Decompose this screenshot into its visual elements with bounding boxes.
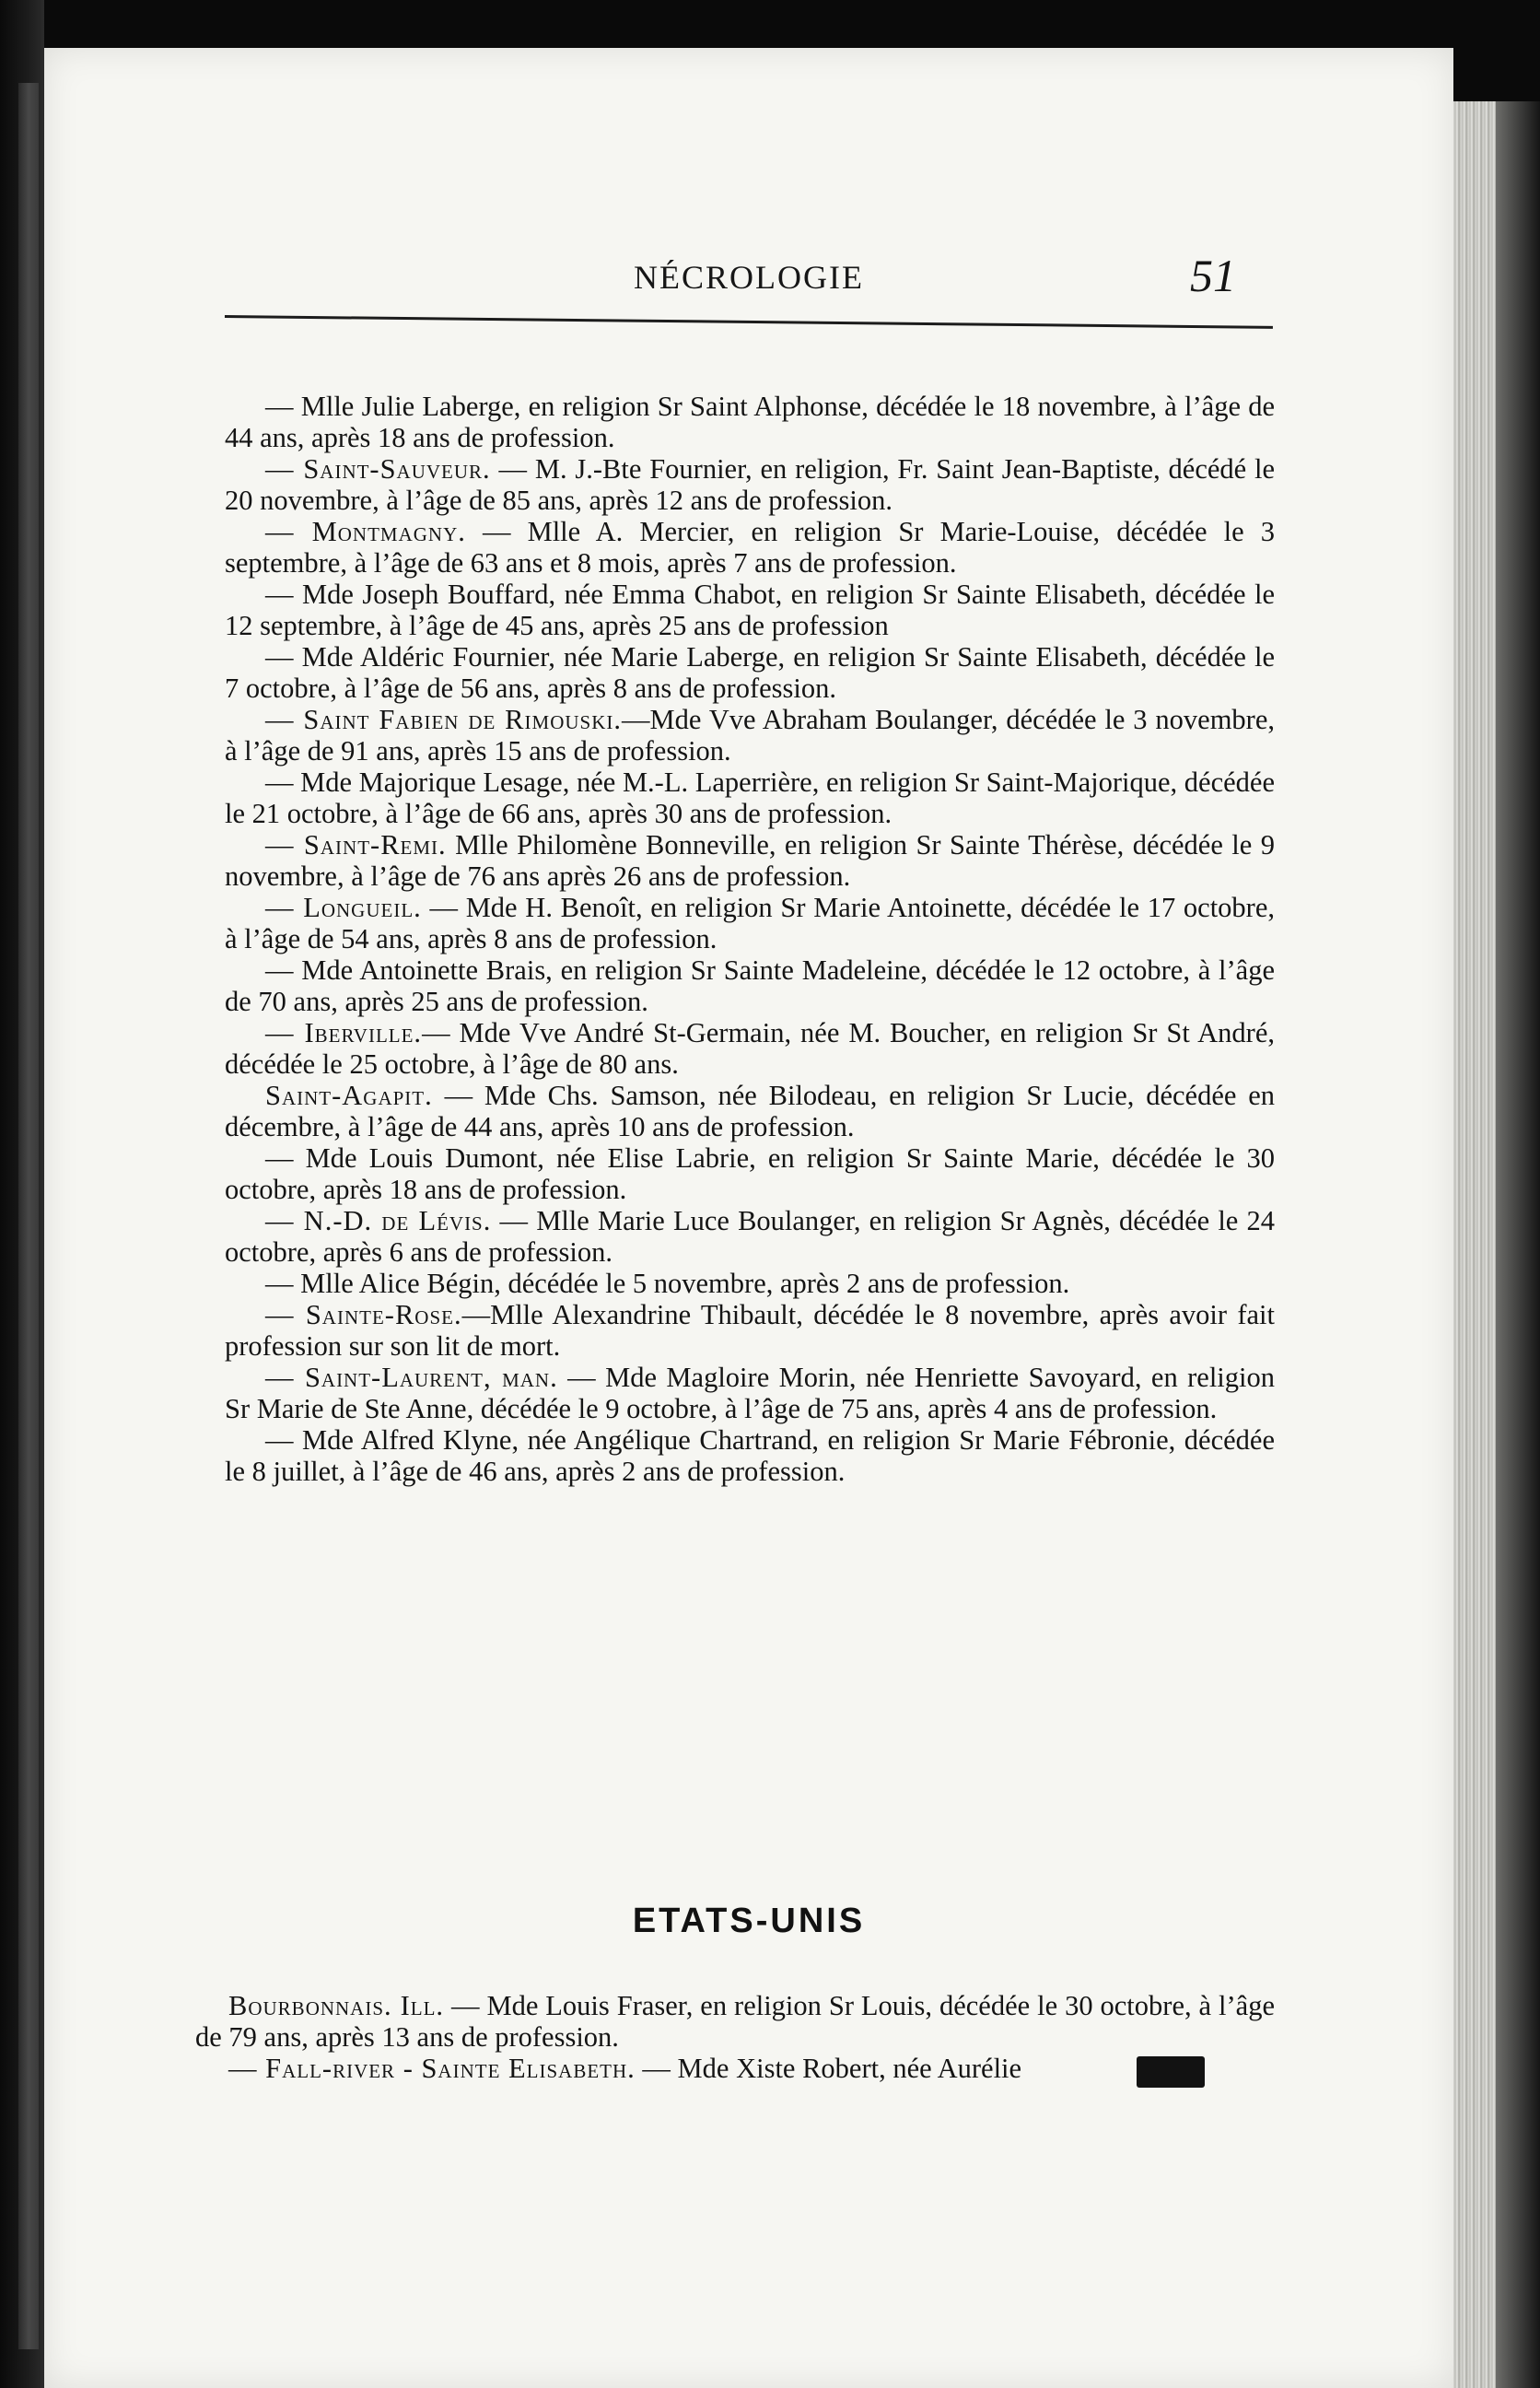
adjacent-page-sliver — [18, 83, 39, 2349]
obituary-list — [225, 391, 1275, 1487]
obituary-entry — [225, 1299, 1275, 1362]
obituary-entry — [225, 391, 1275, 453]
obituary-entry — [225, 453, 1275, 516]
place-name: — Sainte-Rose. — [265, 1299, 462, 1330]
obituary-entry — [225, 516, 1275, 579]
entry-text: — Mde Alfred Klyne, née Angélique Chartrand, en religion Sr Marie Fébronie, décédée le 8 juillet, à l’âge de 46 ans, après 2 ans de profession. — [225, 1424, 1275, 1487]
entry-text: — Mde Vve André St-Germain, née M. Boucher, en religion Sr St André, décédée le 25 octobre, à l’âge de 80 ans. — [225, 1017, 1275, 1080]
obituary-entry — [225, 704, 1275, 767]
header-rule — [225, 315, 1273, 329]
entry-text: Mlle Philomène Bonneville, en religion Sr Sainte Thérèse, décédée le 9 novembre, à l’âge de 76 ans après 26 ans de profession. — [225, 829, 1276, 892]
book-edge-shadow — [1496, 101, 1540, 2388]
place-name: — Saint-Remi. — [265, 829, 447, 860]
obituary-entry — [225, 1017, 1275, 1080]
page-number: 51 — [1190, 250, 1236, 301]
obituary-entry — [225, 1080, 1275, 1142]
section-heading: ETATS-UNIS — [632, 1902, 866, 1940]
obituary-entry — [225, 1424, 1275, 1487]
obituary-entry — [225, 1205, 1275, 1268]
place-name: — Saint Fabien de Rimouski. — [265, 704, 622, 735]
entry-text: —Mde Vve Abraham Boulanger, décédée le 3 novembre, à l’âge de 91 ans, après 15 ans de profession. — [225, 704, 1275, 767]
obituary-entry — [195, 1990, 1275, 2053]
entry-text: — Mde H. Benoît, en religion Sr Marie Antoinette, décédée le 17 octobre, à l’âge de 54 ans, après 8 ans de profession. — [225, 892, 1275, 954]
obituary-entry — [225, 954, 1275, 1017]
obituary-entry — [225, 767, 1275, 829]
running-head: NÉCROLOGIE — [634, 259, 864, 296]
place-name: — Iberville. — [265, 1017, 423, 1048]
place-name: — Saint-Laurent, man. — [265, 1362, 558, 1393]
entry-text: —Mlle Alexandrine Thibault, décédée le 8 novembre, après avoir fait profession sur son lit de mort. — [225, 1299, 1275, 1362]
entry-text: — M. J.-Bte Fournier, en religion, Fr. Saint Jean-Baptiste, décédé le 20 novembre, à l’âge de 85 ans, après 12 ans de profession. — [225, 453, 1276, 516]
place-name: Saint-Agapit. — [265, 1080, 433, 1111]
entry-text: — Mlle A. Mercier, en religion Sr Marie-Louise, décédée le 3 septembre, à l’âge de 63 ans et 8 mois, après 7 ans de profession. — [225, 516, 1275, 579]
place-name: Bourbonnais. Ill. — [228, 1990, 445, 2021]
place-name: — N.-D. de Lévis. — [265, 1205, 492, 1236]
entry-text: — Mde Chs. Samson, née Bilodeau, en religion Sr Lucie, décédée en décembre, à l’âge de 44 ans, après 10 ans de profession. — [225, 1080, 1275, 1142]
entry-text: — Mlle Julie Laberge, en religion Sr Saint Alphonse, décédée le 18 novembre, à l’âge de 44 ans, après 18 ans de profession. — [225, 391, 1275, 453]
entry-text: — Mlle Alice Bégin, décédée le 5 novembre, après 2 ans de profession. — [265, 1268, 1070, 1299]
place-name: — Longueil. — [265, 892, 422, 923]
obituary-entry — [225, 641, 1275, 704]
entry-text: — Mde Aldéric Fournier, née Marie Laberge, en religion Sr Sainte Elisabeth, décédée le 7 octobre, à l’âge de 56 ans, après 8 ans de profession. — [225, 641, 1275, 704]
entry-text: — Mde Joseph Bouffard, née Emma Chabot, en religion Sr Sainte Elisabeth, décédée le 12 septembre, à l’âge de 45 ans, après 25 ans de profession — [225, 579, 1275, 641]
ink-smudge — [1137, 2056, 1205, 2088]
book-page-stack-edge — [1453, 101, 1496, 2388]
entry-text: — Mde Majorique Lesage, née M.-L. Laperrière, en religion Sr Saint-Majorique, décédée le 21 octobre, à l’âge de 66 ans, après 30 ans de profession. — [225, 767, 1275, 829]
entry-text: — Mde Louis Fraser, en religion Sr Louis, décédée le 30 octobre, à l’âge de 79 ans, après 13 ans de profession. — [195, 1990, 1275, 2053]
entry-text: — Mde Louis Dumont, née Elise Labrie, en religion Sr Sainte Marie, décédée le 30 octobre, après 18 ans de profession. — [225, 1142, 1275, 1205]
obituary-entry — [225, 1268, 1275, 1299]
place-name: — Saint-Sauveur. — [265, 453, 491, 485]
place-name: — Montmagny. — [265, 516, 466, 547]
obituary-entry — [225, 829, 1275, 892]
place-name: — Fall-river - Sainte Elisabeth. — [228, 2053, 636, 2084]
book-page — [44, 48, 1453, 2388]
entry-text: — Mde Magloire Morin, née Henriette Savoyard, en religion Sr Marie de Ste Anne, décédée le 9 octobre, à l’âge de 75 ans, après 4 ans de profession. — [225, 1362, 1275, 1424]
entry-text: — Mde Antoinette Brais, en religion Sr Sainte Madeleine, décédée le 12 octobre, à l’âge de 70 ans, après 25 ans de profession. — [225, 954, 1275, 1017]
obituary-entry — [195, 2053, 1275, 2084]
obituary-entry — [225, 892, 1275, 954]
entry-text: — Mde Xiste Robert, née Aurélie — [635, 2053, 1022, 2084]
us-obituary-list — [195, 1990, 1275, 2084]
obituary-entry — [225, 579, 1275, 641]
entry-text: — Mlle Marie Luce Boulanger, en religion Sr Agnès, décédée le 24 octobre, après 6 ans de profession. — [225, 1205, 1276, 1268]
obituary-entry — [225, 1142, 1275, 1205]
obituary-entry — [225, 1362, 1275, 1424]
